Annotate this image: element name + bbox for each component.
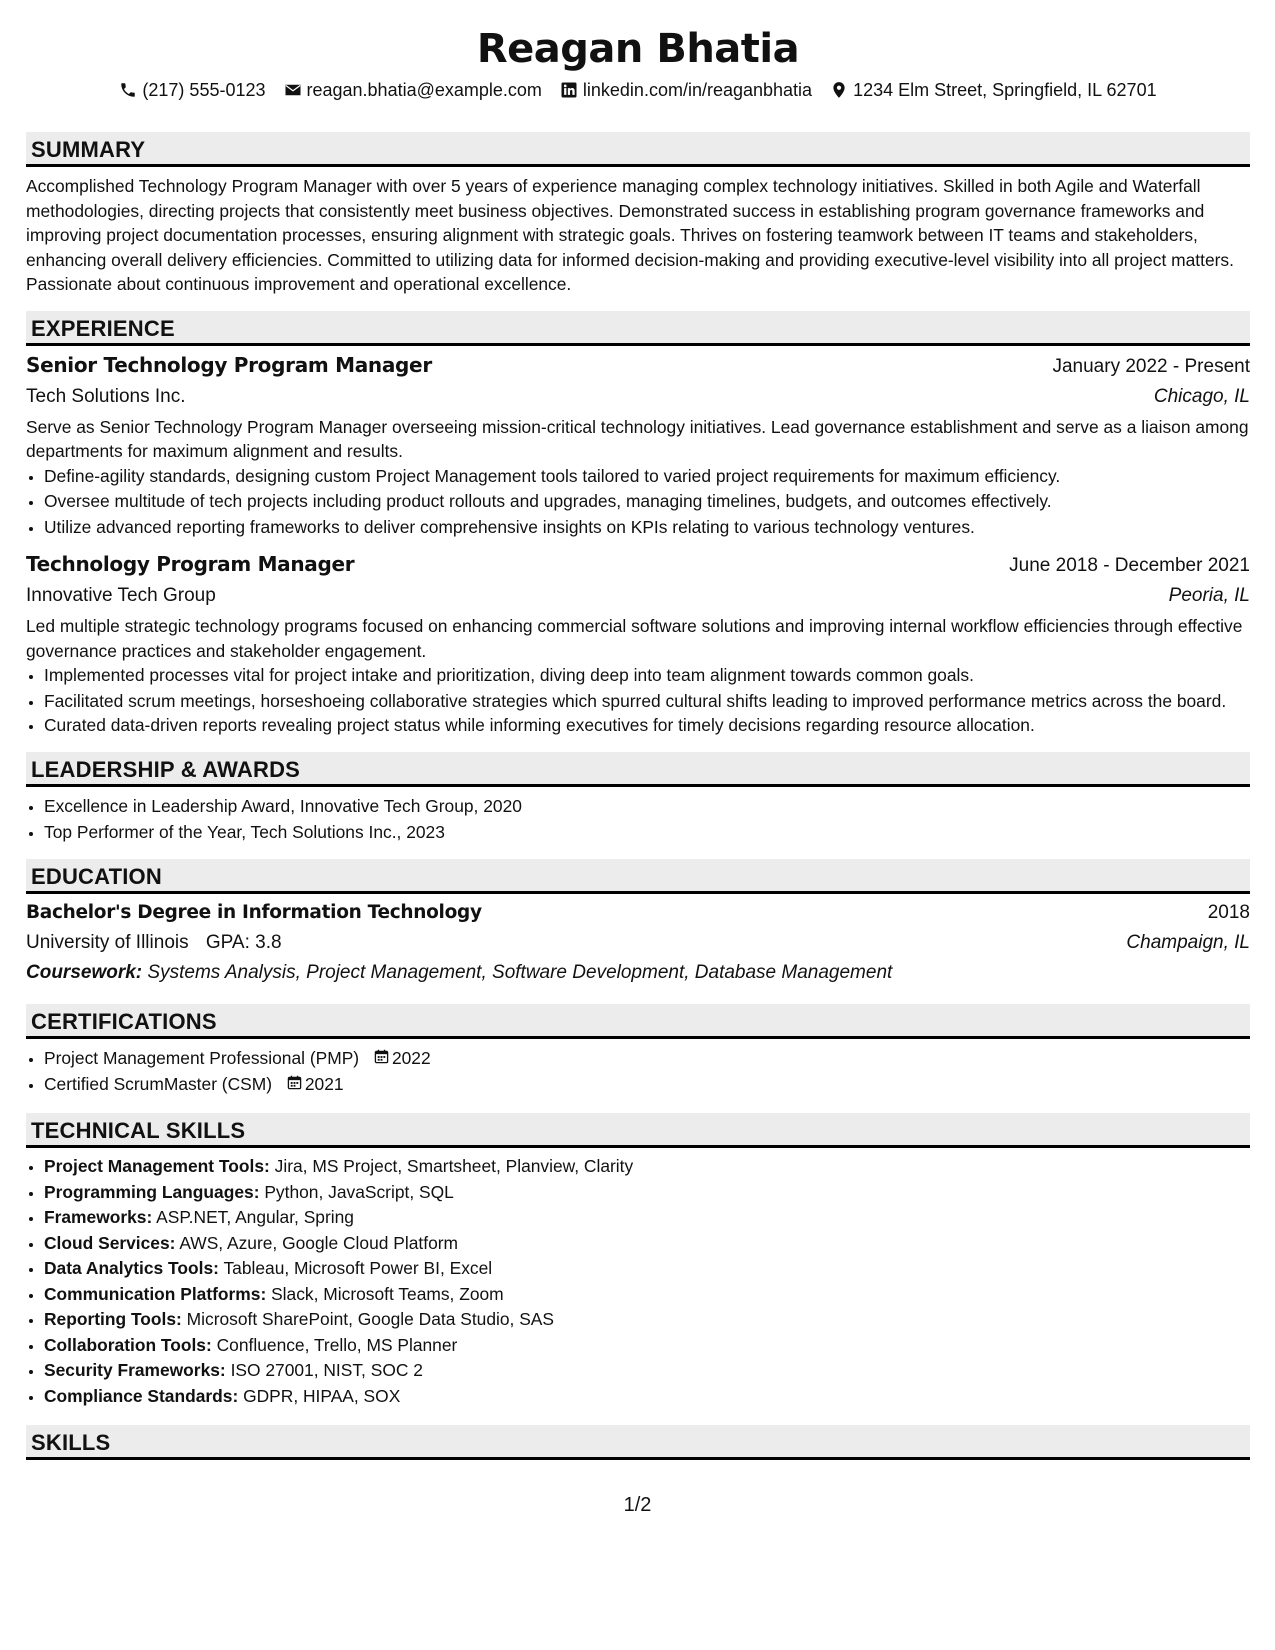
section-title: EXPERIENCE — [31, 315, 175, 341]
certification-year: 2021 — [304, 1073, 344, 1094]
list-item — [44, 1358, 1250, 1384]
job-dates: June 2018 - December 2021 — [1009, 555, 1250, 576]
list-item — [44, 1256, 1250, 1282]
company-name: Tech Solutions Inc. — [26, 385, 186, 407]
map-pin-icon — [830, 81, 848, 99]
skill-value: GDPR, HIPAA, SOX — [243, 1385, 401, 1406]
company-name: Innovative Tech Group — [26, 585, 216, 606]
skill-value: Python, JavaScript, SQL — [264, 1181, 454, 1202]
linkedin-text: linkedin.com/in/reaganbhatia — [582, 80, 813, 100]
certification-date — [374, 1046, 431, 1072]
skill-value: ASP.NET, Angular, Spring — [156, 1207, 354, 1227]
coursework-list: Systems Analysis, Project Management, Software Development, Database Management — [147, 962, 893, 983]
skill-value: Tableau, Microsoft Power BI, Excel — [223, 1258, 493, 1278]
skill-label: Frameworks: — [44, 1207, 153, 1227]
candidate-name: Reagan Bhatia — [476, 26, 800, 72]
job-location: Chicago, IL — [1153, 385, 1250, 407]
job-entry — [26, 549, 1250, 738]
job-location: Peoria, IL — [1168, 585, 1250, 606]
education-header — [26, 898, 1250, 928]
certifications-list — [26, 1046, 1250, 1097]
list-item: • Excellence in Leadership Award, Innovative Tech Group, 2020 — [44, 794, 1250, 820]
list-item: • Implemented processes vital for project intake and prioritization, diving deep into team alignment towards common goals. — [44, 663, 1250, 689]
list-item: • Utilize advanced reporting frameworks to deliver comprehensive insights on KPIs relating to various technology ventures. — [44, 515, 1250, 541]
section-header-skills — [26, 1425, 1250, 1460]
contact-email[interactable] — [284, 78, 542, 102]
list-item — [44, 1282, 1250, 1308]
list-item: • Curated data-driven reports revealing project status while informing executives for timely decisions regarding resource allocation. — [44, 713, 1250, 739]
section-header-technical-skills — [26, 1113, 1250, 1148]
awards-list — [26, 794, 1250, 845]
skill-value: Jira, MS Project, Smartsheet, Planview, Clarity — [274, 1156, 634, 1176]
school-name: University of Illinois — [26, 932, 189, 953]
contact-linkedin[interactable] — [560, 78, 812, 102]
certification-name: Project Management Professional (PMP) — [44, 1048, 360, 1068]
contact-address — [830, 78, 1157, 102]
skill-label: Collaboration Tools: — [44, 1334, 212, 1355]
section-header-education — [26, 859, 1250, 894]
job-header — [26, 350, 1250, 382]
certification-year: 2022 — [391, 1048, 431, 1068]
phone-icon — [119, 81, 137, 99]
list-item — [44, 1384, 1250, 1410]
skill-label: Communication Platforms: — [44, 1283, 267, 1304]
skill-label: Security Frameworks: — [44, 1360, 226, 1380]
job-description: Led multiple strategic technology programs focused on enhancing commercial software solutions and improving internal workflow efficiencies through effective governance practices and stakeholder engagement. — [26, 616, 1243, 661]
section-title: SUMMARY — [31, 137, 146, 162]
list-item — [44, 1154, 1250, 1180]
skill-label: Project Management Tools: — [44, 1156, 270, 1176]
envelope-icon — [284, 81, 302, 99]
coursework-label: Coursework: — [26, 962, 143, 983]
skill-label: Reporting Tools: — [44, 1309, 182, 1329]
skill-value: ISO 27001, NIST, SOC 2 — [230, 1360, 423, 1380]
job-subheader — [26, 581, 1250, 611]
job-title: Technology Program Manager — [26, 552, 355, 576]
resume-page — [26, 0, 1250, 1460]
section-title: TECHNICAL SKILLS — [31, 1118, 246, 1143]
education-entry — [26, 898, 1250, 988]
gpa: GPA: 3.8 — [205, 932, 282, 953]
list-item — [44, 1231, 1250, 1257]
section-title: SKILLS — [31, 1430, 111, 1455]
list-item: • Oversee multitude of tech projects including product rollouts and upgrades, managing timelines, budgets, and outcomes effectively. — [44, 489, 1250, 515]
coursework — [26, 958, 1250, 988]
school-line — [26, 928, 282, 958]
section-header-experience — [26, 311, 1250, 346]
list-item — [44, 1180, 1250, 1206]
section-header-certifications — [26, 1004, 1250, 1039]
job-header — [26, 549, 1250, 581]
contact-phone — [119, 78, 265, 102]
list-item: • Facilitated scrum meetings, horseshoeing collaborative strategies which spurred cultural shifts leading to improved performance metrics across the board. — [44, 689, 1250, 713]
section-header-summary — [26, 132, 1250, 167]
phone-text: (217) 555-0123 — [142, 80, 266, 100]
list-item — [44, 1205, 1250, 1231]
summary-text: Accomplished Technology Program Manager with over 5 years of experience managing complex technology initiatives. Skilled in both Agile and Waterfall methodologies, directing projects that consistently meet business objectives. Demonstrated success in establishing program governance frameworks and improving project documentation processes, ensuring alignment with strategic goals. Thrives on fostering teamwork between IT teams and stakeholders, enhancing overall delivery efficiencies. Committed to utilizing data for informed decision-making and providing executive-level visibility into all project matters. Passionate about continuous improvement and operational excellence. — [26, 176, 1234, 294]
address-text: 1234 Elm Street, Springfield, IL 62701 — [853, 80, 1157, 100]
contact-bar — [26, 78, 1250, 102]
page-number: 1/2 — [623, 1494, 652, 1516]
job-description: Serve as Senior Technology Program Manager overseeing mission-critical technology initiatives. Lead governance establishment and serve as a liaison among departments for maximum alignment and results. — [26, 416, 1249, 461]
graduation-year: 2018 — [1207, 902, 1250, 923]
skill-value: Slack, Microsoft Teams, Zoom — [271, 1283, 504, 1304]
section-header-leadership — [26, 752, 1250, 787]
email-text: reagan.bhatia@example.com — [306, 80, 542, 100]
degree-title: Bachelor's Degree in Information Technology — [26, 902, 482, 923]
linkedin-icon — [560, 81, 578, 99]
list-item — [44, 1307, 1250, 1333]
skill-label: Compliance Standards: — [44, 1385, 239, 1406]
skill-value: Confluence, Trello, MS Planner — [216, 1334, 458, 1355]
list-item: • Top Performer of the Year, Tech Solutions Inc., 2023 — [44, 820, 1250, 846]
skill-label: Data Analytics Tools: — [44, 1258, 219, 1278]
list-item — [44, 1072, 1250, 1098]
job-entry — [26, 350, 1250, 541]
section-title: EDUCATION — [31, 864, 162, 889]
skill-label: Programming Languages: — [44, 1181, 260, 1202]
section-title: CERTIFICATIONS — [31, 1009, 217, 1034]
job-dates: January 2022 - Present — [1052, 355, 1250, 377]
calendar-icon — [287, 1072, 302, 1098]
skill-value: Microsoft SharePoint, Google Data Studio, SAS — [186, 1309, 554, 1329]
list-item — [44, 1333, 1250, 1359]
certification-name: Certified ScrumMaster (CSM) — [44, 1073, 273, 1094]
certification-date — [287, 1072, 344, 1098]
list-item — [44, 1046, 1250, 1072]
job-bullets — [26, 663, 1250, 738]
school-location: Champaign, IL — [1126, 932, 1250, 953]
skill-value: AWS, Azure, Google Cloud Platform — [179, 1232, 459, 1253]
job-title: Senior Technology Program Manager — [26, 352, 432, 377]
skill-label: Cloud Services: — [44, 1232, 176, 1253]
technical-skills-list — [26, 1154, 1250, 1409]
list-item: • Define-agility standards, designing custom Project Management tools tailored to varied project requirements for maximum efficiency. — [44, 464, 1250, 490]
calendar-icon — [374, 1046, 389, 1072]
job-bullets — [26, 464, 1250, 541]
job-subheader — [26, 382, 1250, 412]
section-title: LEADERSHIP & AWARDS — [31, 757, 301, 782]
education-subheader — [26, 928, 1250, 958]
